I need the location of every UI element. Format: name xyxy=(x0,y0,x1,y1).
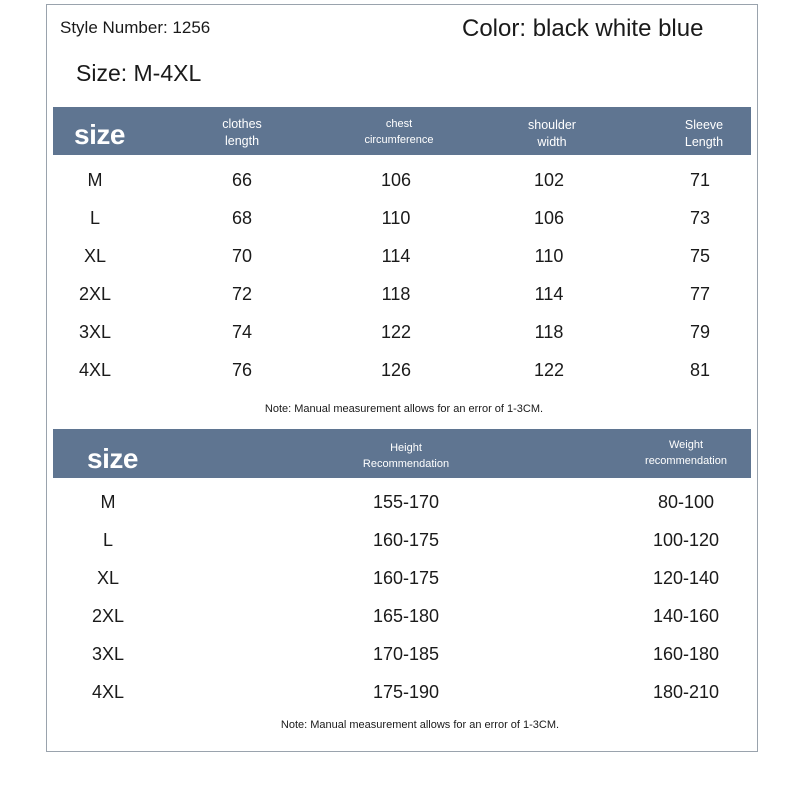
table-row xyxy=(53,200,751,238)
table-cell-weight: 180-210 xyxy=(652,682,720,702)
chest-circumference-header: chest circumference xyxy=(364,118,434,146)
table-cell-shoulder: 118 xyxy=(534,322,564,342)
size-column-header: size xyxy=(87,443,138,474)
table-row xyxy=(53,162,751,200)
table-cell-size: 2XL xyxy=(78,284,112,304)
table-cell-shoulder: 106 xyxy=(533,208,565,228)
table-cell-weight: 80-100 xyxy=(657,492,715,512)
table-cell-clothes-length: 68 xyxy=(231,208,253,228)
table-cell-size: M xyxy=(87,170,103,190)
table-cell-chest: 110 xyxy=(381,208,411,228)
table-cell-chest: 106 xyxy=(380,170,412,190)
table-row xyxy=(53,522,751,560)
table-cell-sleeve: 75 xyxy=(689,246,711,266)
table-row xyxy=(53,314,751,352)
height-recommendation-header: Height Recommendation xyxy=(362,442,450,470)
table-cell-sleeve: 79 xyxy=(689,322,711,342)
table-cell-clothes-length: 70 xyxy=(231,246,253,266)
table-cell-chest: 122 xyxy=(380,322,412,342)
table-cell-height: 175-190 xyxy=(372,682,440,702)
table-cell-size: XL xyxy=(96,568,120,588)
table-cell-weight: 100-120 xyxy=(652,530,720,550)
table-cell-height: 155-170 xyxy=(372,492,440,512)
table-cell-height: 170-185 xyxy=(372,644,440,664)
table-cell-sleeve: 81 xyxy=(689,360,711,380)
table-row xyxy=(53,484,751,522)
table-row xyxy=(53,276,751,314)
weight-recommendation-header: Weight recommendation xyxy=(645,439,727,467)
table-row xyxy=(53,238,751,276)
table-cell-weight: 160-180 xyxy=(652,644,720,664)
table-row xyxy=(53,352,751,390)
style-number: Style Number: 1256 xyxy=(60,18,211,37)
table-cell-height: 165-180 xyxy=(372,606,440,626)
table-cell-size: 3XL xyxy=(91,644,125,664)
table-cell-sleeve: 77 xyxy=(689,284,711,304)
table-cell-clothes-length: 72 xyxy=(231,284,253,304)
table-cell-shoulder: 110 xyxy=(534,246,564,266)
table-row xyxy=(53,674,751,712)
measurement-table-header xyxy=(53,107,751,155)
table-cell-chest: 114 xyxy=(381,246,411,266)
table-cell-clothes-length: 74 xyxy=(231,322,253,342)
table-cell-size: 4XL xyxy=(78,360,112,380)
table-cell-chest: 118 xyxy=(381,284,411,304)
table-cell-size: L xyxy=(102,530,114,550)
shoulder-width-header: shoulder width xyxy=(528,118,576,149)
recommendation-note: Note: Manual measurement allows for an error of 1-3CM. xyxy=(280,719,560,731)
table-cell-weight: 140-160 xyxy=(652,606,720,626)
table-cell-size: 3XL xyxy=(78,322,112,342)
table-cell-height: 160-175 xyxy=(372,568,440,588)
table-cell-size: XL xyxy=(83,246,107,266)
table-cell-shoulder: 122 xyxy=(533,360,565,380)
clothes-length-header: clothes length xyxy=(222,117,262,148)
table-cell-size: M xyxy=(100,492,116,512)
table-cell-clothes-length: 76 xyxy=(231,360,253,380)
table-cell-size: 4XL xyxy=(91,682,125,702)
table-cell-sleeve: 71 xyxy=(689,170,711,190)
table-cell-weight: 120-140 xyxy=(652,568,720,588)
table-row xyxy=(53,598,751,636)
table-cell-size: 2XL xyxy=(91,606,125,626)
size-column-header: size xyxy=(74,119,125,150)
table-cell-shoulder: 102 xyxy=(533,170,565,190)
recommendation-table-header xyxy=(53,429,751,478)
sleeve-length-header: Sleeve Length xyxy=(684,118,724,149)
table-cell-sleeve: 73 xyxy=(689,208,711,228)
size-range: Size: M-4XL xyxy=(76,60,202,86)
color-options: Color: black white blue xyxy=(462,15,704,42)
measurement-note: Note: Manual measurement allows for an error of 1-3CM. xyxy=(264,403,544,415)
table-cell-clothes-length: 66 xyxy=(231,170,253,190)
table-row xyxy=(53,636,751,674)
table-row xyxy=(53,560,751,598)
table-cell-size: L xyxy=(89,208,101,228)
table-cell-height: 160-175 xyxy=(372,530,440,550)
table-cell-chest: 126 xyxy=(380,360,412,380)
table-cell-shoulder: 114 xyxy=(534,284,564,304)
